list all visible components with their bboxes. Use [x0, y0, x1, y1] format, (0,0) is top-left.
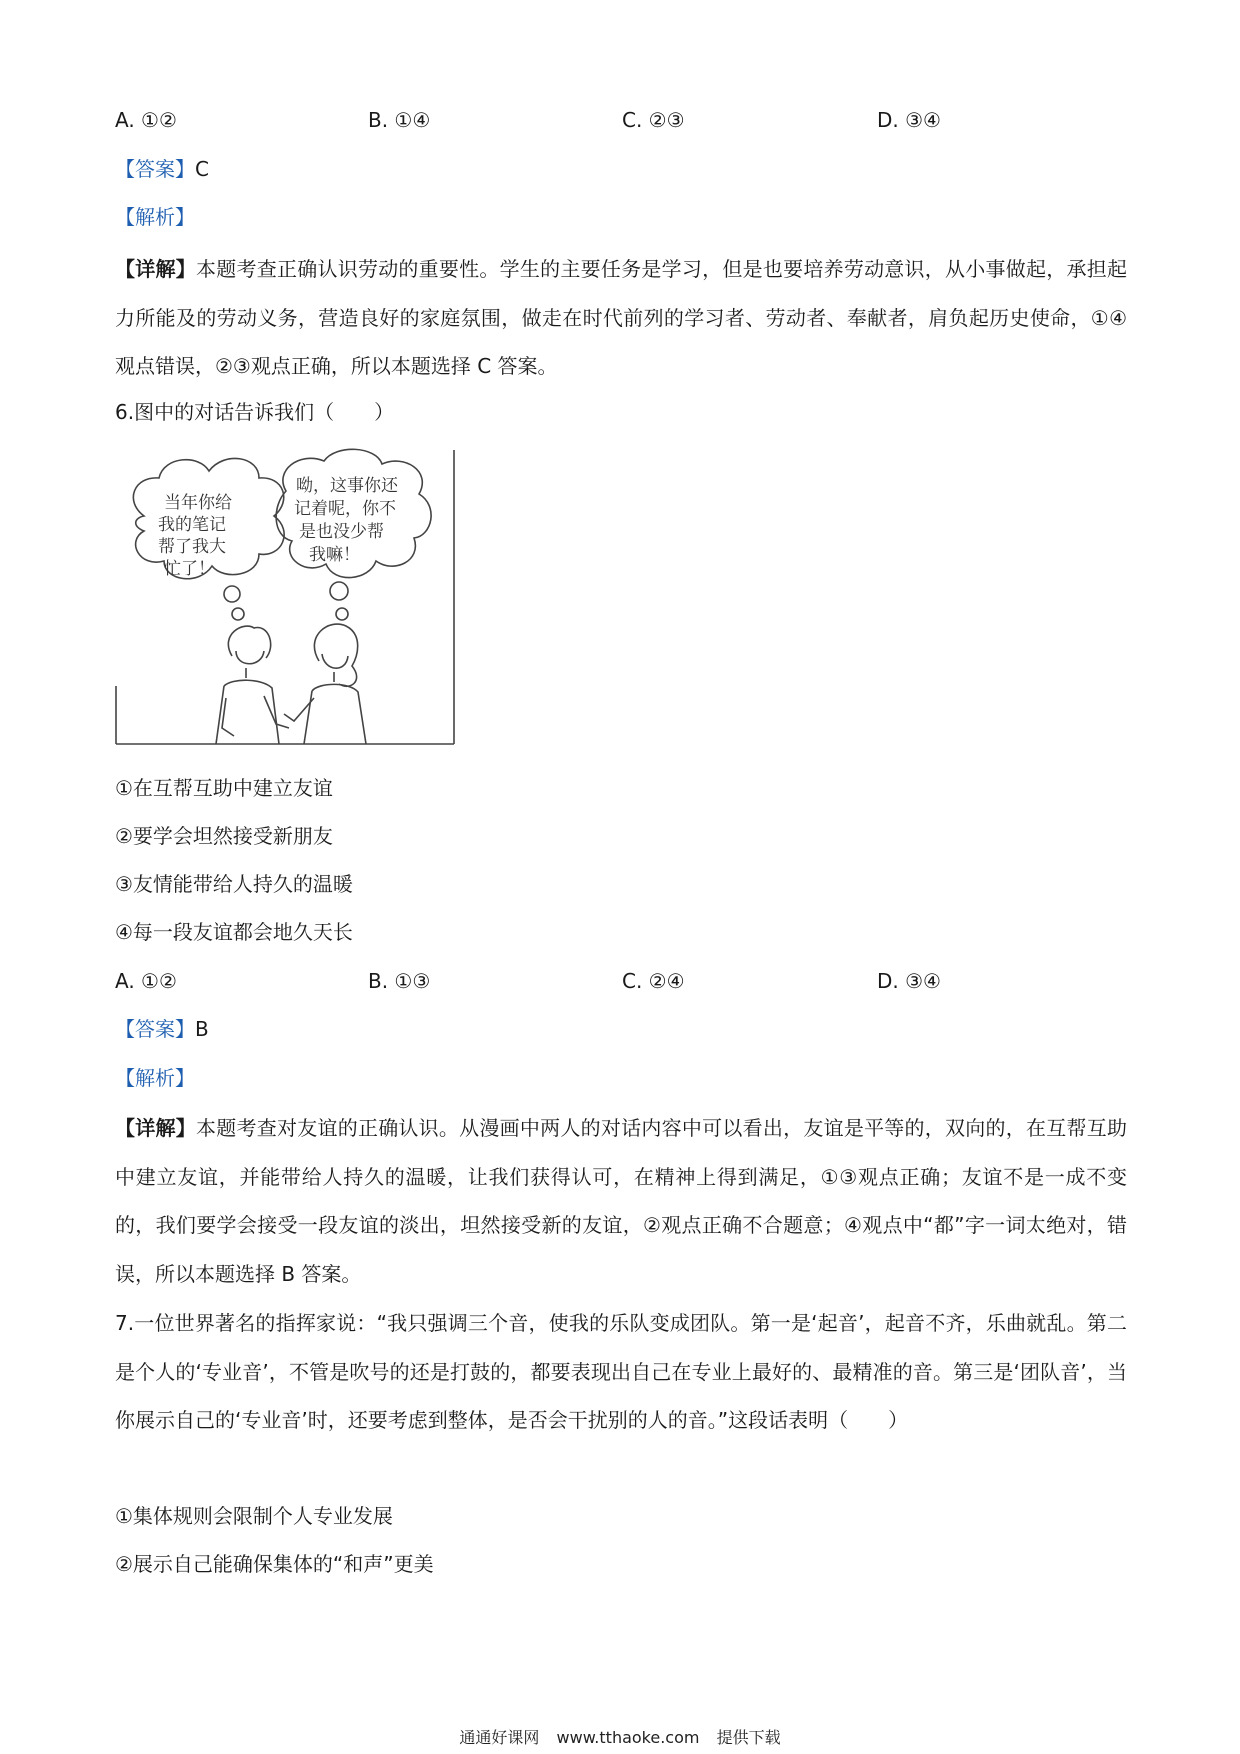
right-thought-dot: [330, 582, 348, 600]
detail-tag: 【详解】: [115, 257, 196, 281]
answer-tag: 【答案】: [115, 1017, 195, 1041]
q6-option-a: A. ①②: [115, 969, 177, 993]
q6-detail: [115, 1104, 1127, 1298]
q6-statement-2: ②要学会坦然接受新朋友: [115, 824, 333, 848]
q5-option-d: D. ③④: [877, 108, 941, 132]
q6-option-c: C. ②④: [622, 969, 685, 993]
q7-statement-1: ①集体规则会限制个人专业发展: [115, 1504, 393, 1528]
detail-tag: 【详解】: [115, 1116, 196, 1140]
left-person: [216, 626, 289, 744]
footer-url[interactable]: www.tthaoke.com: [556, 1728, 700, 1747]
q5-analysis-tag: 【解析】: [115, 205, 195, 229]
q5-option-b: B. ①④: [368, 108, 431, 132]
q6-statement-4: ④每一段友谊都会地久天长: [115, 920, 353, 944]
right-bubble-line-4: 我嘛！: [309, 545, 360, 565]
right-bubble-line-1: 呦，这事你还: [296, 476, 398, 496]
left-bubble-line-4: 忙了！: [164, 559, 215, 579]
q6-answer: [115, 1015, 209, 1043]
answer-value: B: [195, 1017, 209, 1041]
q7-statement-2: ②展示自己能确保集体的“和声”更美: [115, 1552, 434, 1576]
right-person: [284, 624, 366, 744]
answer-value: C: [195, 157, 209, 181]
page-footer: [0, 1725, 1240, 1748]
right-bubble-line-2: 记着呢，你不: [294, 499, 396, 519]
left-bubble-line-3: 帮了我大: [158, 537, 226, 557]
q5-detail: [115, 245, 1127, 391]
friendship-cartoon: [114, 446, 456, 752]
q6-statement-3: ③友情能带给人持久的温暖: [115, 872, 353, 896]
q6-option-d: D. ③④: [877, 969, 941, 993]
left-bubble-line-2: 我的笔记: [158, 515, 226, 535]
q5-answer: [115, 155, 209, 183]
detail-text: 本题考查对友谊的正确认识。从漫画中两人的对话内容中可以看出，友谊是平等的，双向的，在互帮互助中建立友谊，并能带给人持久的温暖，让我们获得认可，在精神上得到满足，①③观点正确；友谊不是一成不变的，我们要学会接受一段友谊的淡出，坦然接受新的友谊，②观点正确不合题意；④观点中“都”字一词太绝对，错误，所以本题选择 B 答案。: [115, 1116, 1128, 1286]
q6-analysis-tag: 【解析】: [115, 1066, 195, 1090]
q5-option-c: C. ②③: [622, 108, 685, 132]
footer-note: 提供下载: [716, 1728, 781, 1747]
q6-option-b: B. ①③: [368, 969, 431, 993]
q7-question: 7.一位世界著名的指挥家说：“我只强调三个音，使我的乐队变成团队。第一是‘起音’，起音不齐，乐曲就乱。第二是个人的‘专业音’，不管是吹号的还是打鼓的，都要表现出自己在专业上最好的、最精准的音。第三是‘团队音’，当你展示自己的‘专业音’时，还要考虑到整体，是否会干扰别的人的音。”这段话表明（ ）: [115, 1311, 1127, 1432]
q6-question: 6.图中的对话告诉我们（ ）: [115, 400, 395, 424]
footer-site-name: 通通好课网: [459, 1728, 540, 1747]
detail-text: 本题考查正确认识劳动的重要性。学生的主要任务是学习，但是也要培养劳动意识，从小事做起，承担起力所能及的劳动义务，营造良好的家庭氛围，做走在时代前列的学习者、劳动者、奉献者，肩负起历史使命，①④观点错误，②③观点正确，所以本题选择 C 答案。: [115, 257, 1128, 378]
q6-statement-1: ①在互帮互助中建立友谊: [115, 776, 333, 800]
left-thought-dot: [224, 586, 240, 602]
q5-option-a: A. ①②: [115, 108, 177, 132]
left-bubble-line-1: 当年你给: [164, 493, 232, 513]
answer-tag: 【答案】: [115, 157, 195, 181]
right-bubble-line-3: 是也没少帮: [299, 522, 384, 542]
